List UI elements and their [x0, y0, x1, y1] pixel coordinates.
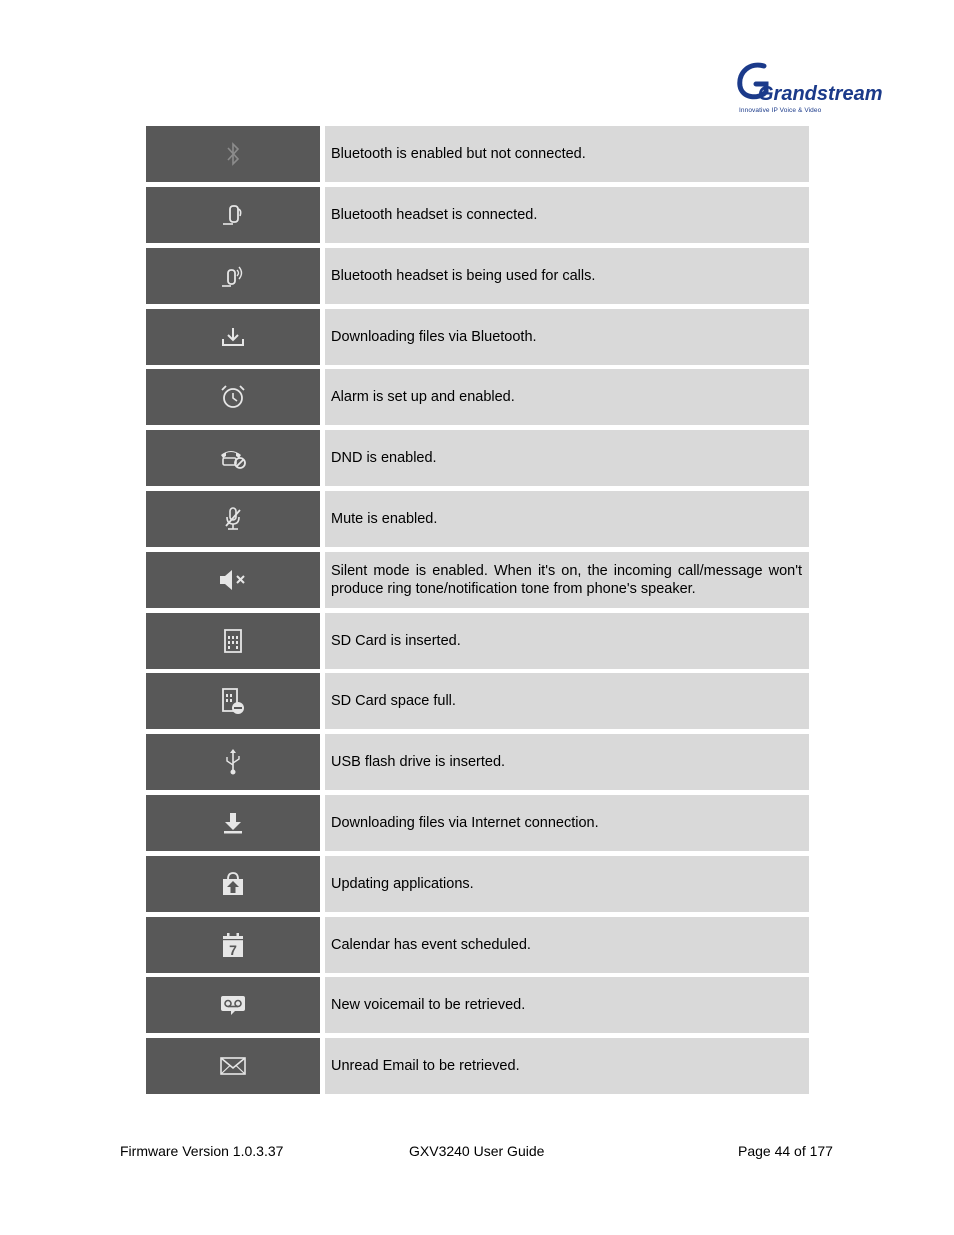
table-row [146, 430, 809, 486]
icon-cell [146, 673, 320, 729]
table-row [146, 126, 809, 182]
description-cell [325, 126, 809, 182]
table-row [146, 491, 809, 547]
icon-cell [146, 248, 320, 304]
sd-card-icon [221, 627, 245, 655]
row-description: Downloading files via Bluetooth. [331, 329, 537, 345]
bluetooth-icon [221, 141, 245, 167]
description-cell [325, 734, 809, 790]
description-cell [325, 856, 809, 912]
description-cell [325, 369, 809, 425]
usb-icon [222, 747, 244, 777]
row-description: Alarm is set up and enabled. [331, 389, 515, 405]
calendar-icon [220, 931, 246, 959]
table-row [146, 369, 809, 425]
table-row [146, 856, 809, 912]
icon-cell [146, 1038, 320, 1094]
description-cell [325, 309, 809, 365]
download-icon [221, 810, 245, 836]
row-description: Calendar has event scheduled. [331, 937, 531, 953]
row-description: SD Card is inserted. [331, 633, 461, 649]
icon-cell [146, 369, 320, 425]
icon-cell [146, 430, 320, 486]
row-description: Updating applications. [331, 876, 474, 892]
description-cell [325, 917, 809, 973]
description-cell [325, 673, 809, 729]
bluetooth-headset-icon [220, 202, 246, 228]
dnd-phone-icon [218, 445, 248, 471]
row-description: Bluetooth headset is being used for calls. [331, 268, 596, 284]
row-description: Downloading files via Internet connection. [331, 815, 599, 831]
footer-guide-title: GXV3240 User Guide [409, 1143, 545, 1159]
bluetooth-download-icon [220, 325, 246, 349]
logo-tagline: Innovative IP Voice & Video [739, 107, 822, 114]
footer-page-number: Page 44 of 177 [738, 1143, 833, 1159]
table-row [146, 1038, 809, 1094]
table-row [146, 187, 809, 243]
table-row [146, 977, 809, 1033]
row-description: Bluetooth is enabled but not connected. [331, 146, 586, 162]
table-row [146, 309, 809, 365]
table-row [146, 795, 809, 851]
row-description: New voicemail to be retrieved. [331, 997, 526, 1013]
table-row [146, 673, 809, 729]
row-description: Bluetooth headset is connected. [331, 207, 538, 223]
silent-speaker-icon [217, 567, 249, 593]
voicemail-icon [219, 992, 247, 1018]
sd-card-full-icon [219, 686, 247, 716]
table-row [146, 552, 809, 608]
row-description: DND is enabled. [331, 450, 437, 466]
description-cell [325, 491, 809, 547]
description-cell [325, 552, 809, 608]
logo-wordmark: Grandstream [758, 83, 883, 105]
row-description: Unread Email to be retrieved. [331, 1058, 520, 1074]
row-description: SD Card space full. [331, 693, 456, 709]
icon-cell [146, 491, 320, 547]
description-cell [325, 613, 809, 669]
bluetooth-headset-calling-icon [219, 262, 247, 290]
icon-cell [146, 309, 320, 365]
icon-cell [146, 795, 320, 851]
description-cell [325, 248, 809, 304]
icon-cell [146, 187, 320, 243]
description-cell [325, 795, 809, 851]
table-row [146, 917, 809, 973]
icon-cell [146, 856, 320, 912]
email-icon [219, 1055, 247, 1077]
grandstream-logo [736, 60, 883, 118]
row-description: Silent mode is enabled. When it's on, the incoming call/message won't produce ring tone/notification tone from phone's speaker. [331, 563, 802, 597]
mute-mic-icon [220, 505, 246, 533]
row-description: Mute is enabled. [331, 511, 438, 527]
table-row [146, 613, 809, 669]
icon-cell [146, 977, 320, 1033]
calendar-day-number: 7 [229, 942, 237, 958]
row-description: USB flash drive is inserted. [331, 754, 506, 770]
footer-firmware: Firmware Version 1.0.3.37 [120, 1143, 284, 1159]
description-cell [325, 977, 809, 1033]
icon-cell [146, 552, 320, 608]
table-row [146, 734, 809, 790]
icon-cell [146, 917, 320, 973]
icon-cell [146, 734, 320, 790]
table-row [146, 248, 809, 304]
icon-cell [146, 613, 320, 669]
description-cell [325, 187, 809, 243]
description-cell [325, 430, 809, 486]
update-app-icon [220, 870, 246, 898]
description-cell [325, 1038, 809, 1094]
icon-cell [146, 126, 320, 182]
alarm-clock-icon [219, 383, 247, 411]
